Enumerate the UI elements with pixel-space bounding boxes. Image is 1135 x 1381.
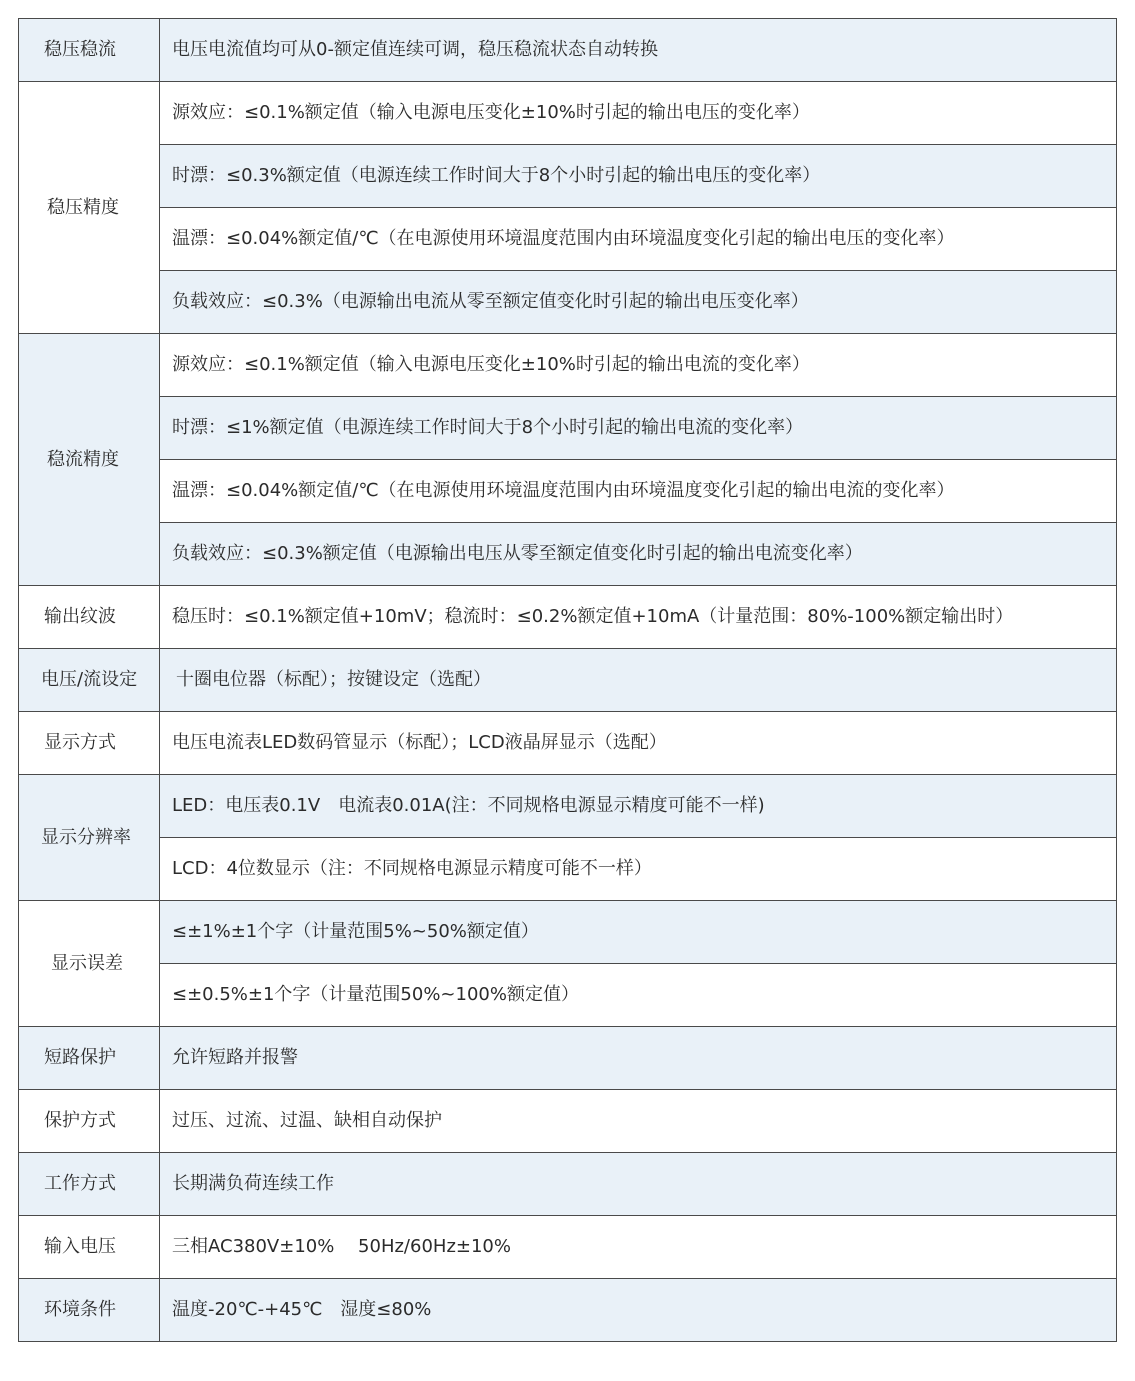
row-label: 稳流精度 — [19, 334, 160, 586]
row-value: 电压电流值均可从0-额定值连续可调，稳压稳流状态自动转换 — [160, 19, 1117, 82]
table-row — [19, 775, 1117, 838]
row-value: 三相AC380V±10% 50Hz/60Hz±10% — [160, 1216, 1117, 1279]
row-label: 显示方式 — [19, 712, 160, 775]
row-label: 输出纹波 — [19, 586, 160, 649]
table-row — [19, 208, 1117, 271]
row-value: 负载效应：≤0.3%额定值（电源输出电压从零至额定值变化时引起的输出电流变化率） — [160, 523, 1117, 586]
table-row — [19, 1216, 1117, 1279]
table-row — [19, 82, 1117, 145]
row-value: 负载效应：≤0.3%（电源输出电流从零至额定值变化时引起的输出电压变化率） — [160, 271, 1117, 334]
table-row — [19, 649, 1117, 712]
table-row — [19, 1279, 1117, 1342]
row-value: 温漂：≤0.04%额定值/℃（在电源使用环境温度范围内由环境温度变化引起的输出电压的变化率） — [160, 208, 1117, 271]
table-row — [19, 901, 1117, 964]
row-label: 显示误差 — [19, 901, 160, 1027]
row-value: ≤±0.5%±1个字（计量范围50%~100%额定值） — [160, 964, 1117, 1027]
row-value: 源效应：≤0.1%额定值（输入电源电压变化±10%时引起的输出电压的变化率） — [160, 82, 1117, 145]
row-value: 源效应：≤0.1%额定值（输入电源电压变化±10%时引起的输出电流的变化率） — [160, 334, 1117, 397]
row-label: 环境条件 — [19, 1279, 160, 1342]
table-row — [19, 1153, 1117, 1216]
table-row — [19, 145, 1117, 208]
row-value: 温度-20℃-+45℃ 湿度≤80% — [160, 1279, 1117, 1342]
table-row — [19, 586, 1117, 649]
row-label: 稳压稳流 — [19, 19, 160, 82]
row-value: 过压、过流、过温、缺相自动保护 — [160, 1090, 1117, 1153]
row-value: 稳压时：≤0.1%额定值+10mV；稳流时：≤0.2%额定值+10mA（计量范围：80%-100%额定输出时） — [160, 586, 1117, 649]
row-value: 时漂：≤0.3%额定值（电源连续工作时间大于8个小时引起的输出电压的变化率） — [160, 145, 1117, 208]
row-value: 电压电流表LED数码管显示（标配）；LCD液晶屏显示（选配） — [160, 712, 1117, 775]
row-value: 温漂：≤0.04%额定值/℃（在电源使用环境温度范围内由环境温度变化引起的输出电流的变化率） — [160, 460, 1117, 523]
table-row — [19, 523, 1117, 586]
table-row — [19, 1090, 1117, 1153]
row-value: LCD：4位数显示（注：不同规格电源显示精度可能不一样） — [160, 838, 1117, 901]
row-value: ≤±1%±1个字（计量范围5%~50%额定值） — [160, 901, 1117, 964]
table-row — [19, 1027, 1117, 1090]
table-row — [19, 334, 1117, 397]
table-row — [19, 397, 1117, 460]
row-value: 长期满负荷连续工作 — [160, 1153, 1117, 1216]
row-label: 显示分辨率 — [19, 775, 160, 901]
table-row — [19, 964, 1117, 1027]
row-label: 工作方式 — [19, 1153, 160, 1216]
row-label: 稳压精度 — [19, 82, 160, 334]
table-row — [19, 838, 1117, 901]
spec-table — [18, 18, 1117, 1342]
table-row — [19, 19, 1117, 82]
table-row — [19, 271, 1117, 334]
row-label: 电压/流设定 — [19, 649, 160, 712]
row-value: 时漂：≤1%额定值（电源连续工作时间大于8个小时引起的输出电流的变化率） — [160, 397, 1117, 460]
row-value: 十圈电位器（标配）；按键设定（选配） — [160, 649, 1117, 712]
row-label: 保护方式 — [19, 1090, 160, 1153]
row-label: 输入电压 — [19, 1216, 160, 1279]
table-row — [19, 712, 1117, 775]
row-label: 短路保护 — [19, 1027, 160, 1090]
row-value: 允许短路并报警 — [160, 1027, 1117, 1090]
table-row — [19, 460, 1117, 523]
row-value: LED：电压表0.1V 电流表0.01A(注：不同规格电源显示精度可能不一样) — [160, 775, 1117, 838]
